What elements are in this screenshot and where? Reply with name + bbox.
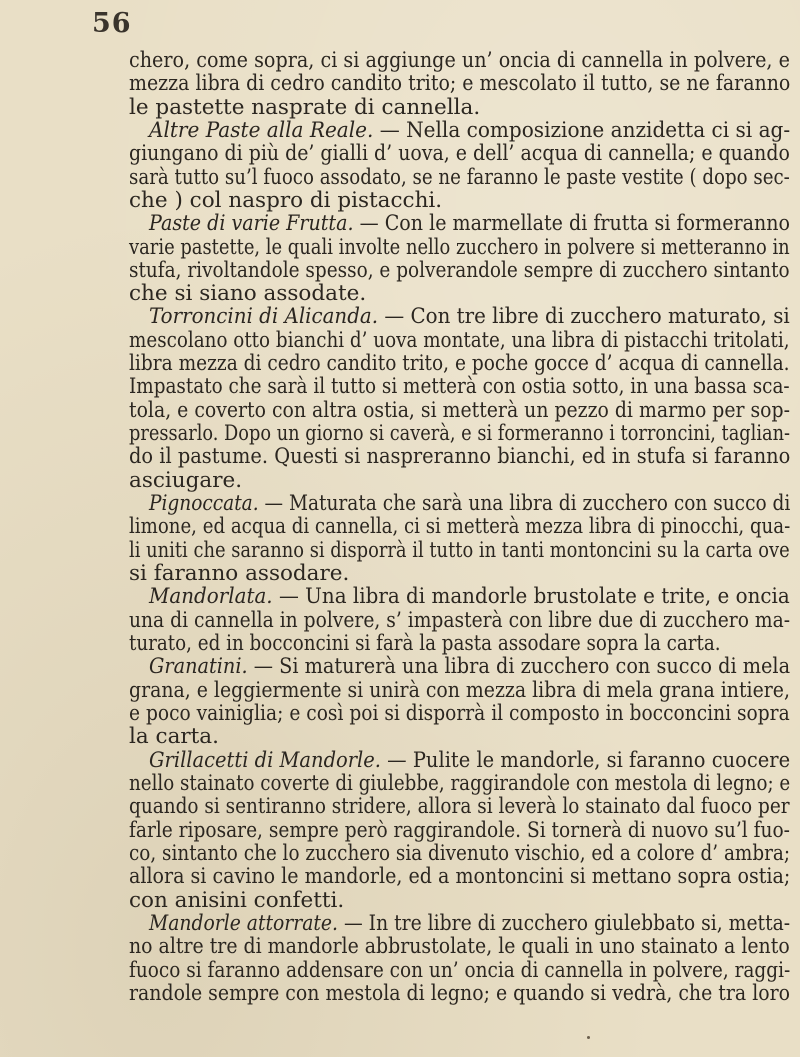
text-line: [129, 726, 219, 748]
line-text: e poco vainiglia; e così poi si disporrà il composto in bocconcini sopra: [129, 701, 790, 726]
text-line: [129, 633, 721, 655]
text-line: [129, 773, 790, 795]
ink-speck: [587, 1036, 590, 1039]
recipe-title: Altre Paste alla Reale.: [149, 118, 374, 143]
line-text: una di cannella in polvere, s’ impasterà con libre due di zucchero ma-: [129, 608, 791, 633]
line-text: varie pastette, le quali involte nello zucchero in polvere si metteranno in: [129, 235, 790, 260]
text-line: [129, 516, 790, 538]
line-text: tola, e coverto con altra ostia, si metterà un pezzo di marmo per sop-: [129, 398, 790, 423]
line-text: chero, come sopra, ci si aggiunge un’ oncia di cannella in polvere, e: [129, 48, 790, 73]
recipe-title: Mandorlata.: [149, 584, 273, 609]
text-line: [129, 143, 790, 165]
text-line: [129, 703, 790, 725]
text-line: [129, 376, 790, 398]
line-text: — Maturata che sarà una libra di zucchero con succo di: [258, 491, 791, 516]
line-text: mezza libra di cedro candito trito; e mescolato il tutto, se ne faranno: [129, 71, 791, 96]
line-text: stufa, rivoltandole spesso, e polverandole sempre di zucchero sintanto: [129, 258, 790, 283]
line-text: grana, e leggiermente si unirà con mezza libra di mela grana intiere,: [129, 678, 790, 703]
line-text: la carta.: [129, 724, 219, 749]
text-line: [129, 936, 790, 958]
text-line: [129, 190, 442, 212]
line-text: quando si sentiranno stridere, allora si leverà lo stainato dal fuoco per: [129, 794, 790, 819]
line-text: sarà tutto su’l fuoco assodato, se ne faranno le paste vestite ( dopo sec-: [129, 165, 790, 190]
line-text: si faranno assodare.: [129, 561, 350, 586]
line-text: co, sintanto che lo zucchero sia divenuto vischio, ed a colore d’ ambra;: [129, 841, 791, 866]
text-line: [129, 680, 790, 702]
text-line: [149, 656, 790, 678]
line-text: Impastato che sarà il tutto si metterà con ostia sotto, in una bassa sca-: [129, 374, 790, 399]
line-text: le pastette nasprate di cannella.: [129, 95, 481, 120]
text-line: [129, 97, 480, 119]
text-line: [129, 353, 790, 375]
text-line: [129, 960, 790, 982]
text-line: [129, 260, 790, 282]
text-line: [129, 540, 790, 562]
line-text: turato, ed in bocconcini si farà la pasta assodare sopra la carta.: [129, 631, 721, 656]
recipe-title: Mandorle attorrate.: [149, 911, 339, 936]
text-line: [129, 890, 344, 912]
recipe-title: Paste di varie Frutta.: [149, 211, 354, 236]
line-text: fuoco si faranno addensare con un’ oncia di cannella in polvere, raggi-: [129, 958, 791, 983]
line-text: allora si cavino le mandorle, ed a montoncini si mettano sopra ostia;: [129, 864, 791, 889]
line-text: farle riposare, sempre però raggirandole. Si tornerà di nuovo su’l fuo-: [129, 818, 790, 843]
text-line: [149, 493, 790, 515]
text-line: [129, 866, 790, 888]
line-text: randole sempre con mestola di legno; e quando si vedrà, che tra loro: [129, 981, 791, 1006]
line-text: — Con le marmellate di frutta si formeranno: [353, 211, 790, 236]
line-text: pressarlo. Dopo un giorno si caverà, e si formeranno i torroncini, taglian-: [129, 421, 791, 446]
line-text: asciugare.: [129, 468, 243, 493]
text-line: [149, 913, 790, 935]
text-line: [149, 750, 790, 772]
text-line: [129, 983, 790, 1005]
recipe-title: Granatini.: [149, 654, 248, 679]
line-text: — In tre libre di zucchero giulebbato si, metta-: [338, 911, 791, 936]
text-line: [149, 586, 790, 608]
text-line: [129, 73, 790, 95]
line-text: do il pastume. Questi si naspreranno bianchi, ed in stufa si faranno: [129, 444, 791, 469]
text-line: [129, 400, 790, 422]
line-text: — Pulite le mandorle, si faranno cuocere: [380, 748, 791, 773]
text-line: [129, 50, 790, 72]
recipe-title: Torroncini di Alicanda.: [149, 304, 379, 329]
text-line: [149, 213, 790, 235]
text-line: [129, 446, 790, 468]
text-line: [129, 330, 790, 352]
line-text: libra mezza di cedro candito trito, e poche gocce d’ acqua di cannella.: [129, 351, 790, 376]
line-text: con anisini confetti.: [129, 888, 345, 913]
page-number: 56: [92, 8, 132, 39]
recipe-title: Grillacetti di Mandorle.: [149, 748, 381, 773]
text-line: [129, 470, 242, 492]
text-line: [129, 283, 366, 305]
line-text: — Una libra di mandorle brustolate e trite, e oncia: [272, 584, 790, 609]
text-line: [129, 167, 790, 189]
text-line: [129, 237, 790, 259]
line-text: — Si maturerà una libra di zucchero con succo di mela: [247, 654, 791, 679]
text-line: [129, 820, 790, 842]
text-line: [129, 563, 349, 585]
line-text: — Nella composizione anzidetta ci si ag-: [373, 118, 791, 143]
line-text: che ) col naspro di pistacchi.: [129, 188, 443, 213]
recipe-title: Pignoccata.: [149, 491, 259, 516]
line-text: giungano di più de’ gialli d’ uova, e dell’ acqua di cannella; e quando: [129, 141, 790, 166]
line-text: no altre tre di mandorle abbrustolate, le quali in uno stainato a lento: [129, 934, 790, 959]
line-text: mescolano otto bianchi d’ uova montate, una libra di pistacchi tritolati,: [129, 328, 790, 353]
line-text: limone, ed acqua di cannella, ci si metterà mezza libra di pinocchi, qua-: [129, 514, 791, 539]
text-line: [129, 796, 790, 818]
line-text: nello stainato coverte di giulebbe, raggirandole con mestola di legno; e: [129, 771, 791, 796]
line-text: li uniti che saranno si disporrà il tutto in tanti montoncini su la carta ove: [129, 538, 790, 563]
text-line: [129, 843, 790, 865]
line-text: che si siano assodate.: [129, 281, 367, 306]
text-line: [129, 610, 790, 632]
line-text: — Con tre libre di zucchero maturato, si: [378, 304, 790, 329]
text-line: [149, 306, 790, 328]
text-line: [149, 120, 790, 142]
text-line: [129, 423, 790, 445]
